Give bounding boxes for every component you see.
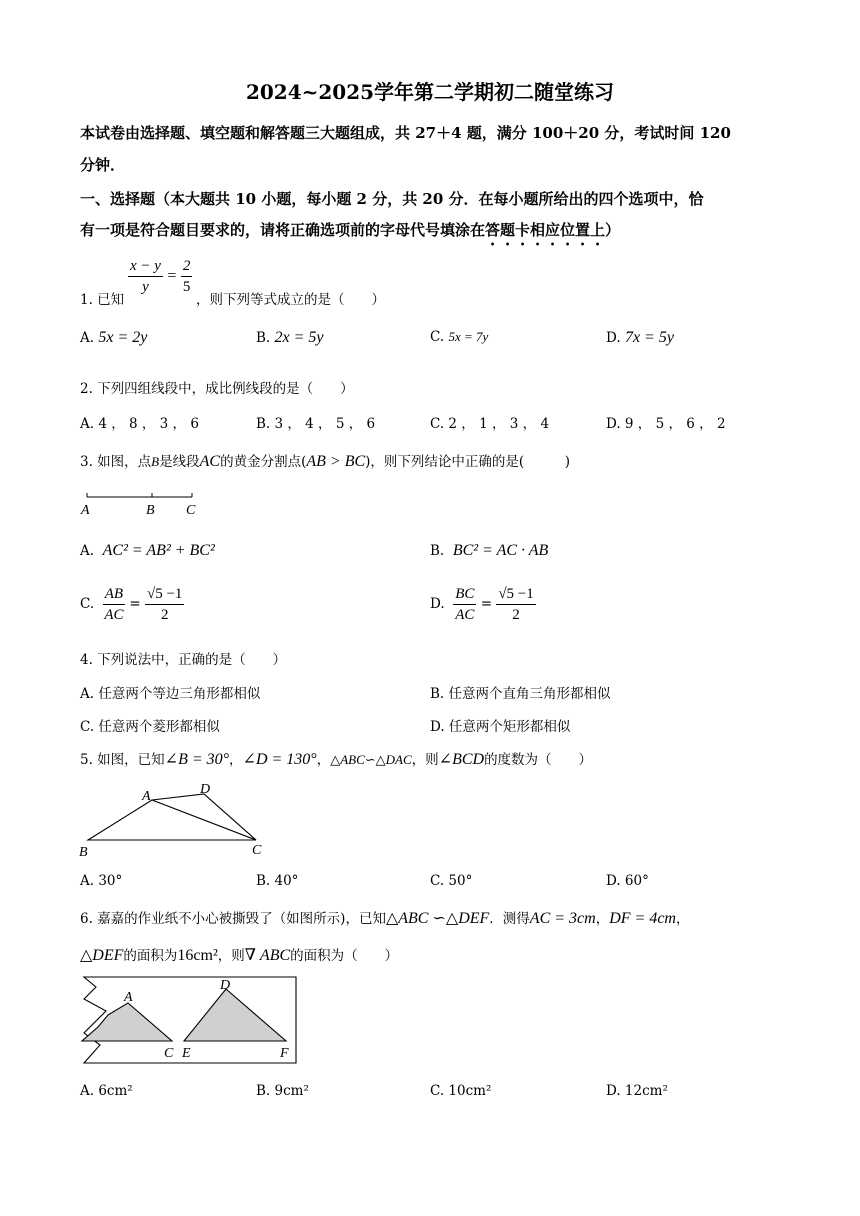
- similarity: △ABC ∽△DEF: [385, 910, 490, 927]
- numerator: BC: [453, 584, 476, 605]
- q2-stem: 2. 下列四组线段中，成比例线段的是（ ）: [80, 381, 354, 397]
- point-a-label: A: [124, 990, 133, 1005]
- q6-option-c[interactable]: C. 10cm²: [430, 1083, 492, 1099]
- q4-option-b[interactable]: B. 任意两个直角三角形都相似: [430, 686, 611, 702]
- intro-line-2: 分钟．: [80, 156, 126, 174]
- option-value: 5x = 2y: [98, 329, 148, 346]
- stem-text: ，则: [411, 752, 439, 768]
- triangle-abc: ∇ ABC: [244, 947, 291, 964]
- q3-option-b[interactable]: [430, 542, 548, 560]
- q5-option-a[interactable]: A. 30°: [80, 873, 123, 889]
- stem-text: 6. 嘉嘉的作业纸不小心被撕毁了（如图所示)，已知: [80, 911, 386, 927]
- stem-text: 的面积为: [123, 948, 178, 964]
- stem-text: )，则下列结论中正确的是( ): [365, 454, 570, 470]
- q3-option-c[interactable]: [80, 584, 184, 625]
- point-d-label: D: [220, 978, 231, 993]
- option-label: C.: [430, 329, 445, 345]
- q1-prefix: 1. 已知: [80, 292, 125, 308]
- point-c-label: C: [186, 503, 196, 518]
- q5-option-c[interactable]: C. 50°: [430, 873, 473, 889]
- closing-paren: ）: [605, 221, 621, 239]
- stem-text: ，: [229, 752, 243, 768]
- q6-option-d[interactable]: D. 12cm²: [606, 1083, 668, 1099]
- length-df: DF = 4cm: [609, 910, 676, 927]
- option-value: AC² = AB² + BC²: [102, 542, 215, 559]
- q1-option-a[interactable]: [80, 329, 147, 347]
- section-1-instruction: 有一项是符合题目要求的，请将正确选项前的字母代号填涂在: [80, 221, 486, 239]
- option-label: B.: [256, 330, 271, 346]
- q1-option-d[interactable]: [606, 329, 674, 347]
- denominator: 2: [512, 607, 520, 623]
- q4-option-a[interactable]: A. 任意两个等边三角形都相似: [80, 686, 261, 702]
- section-1-heading-line-1: 一、选择题（本大题共 10 小题，每小题 2 分，共 20 分．在每小题所给出的四个选项中，恰: [80, 190, 704, 208]
- option-label: A.: [80, 330, 95, 346]
- q1-suffix: ，则下列等式成立的是（ ）: [196, 292, 385, 308]
- stem-text: ，: [316, 752, 331, 768]
- option-value: 5x = 7y: [448, 329, 489, 344]
- triangle-def: △DEF: [80, 947, 124, 964]
- denominator: AC: [455, 607, 475, 623]
- q6-stem-line-2: [80, 944, 398, 965]
- numerator: x − y: [128, 256, 163, 277]
- stem-text: ，: [675, 911, 690, 927]
- q6-stem-line-1: [80, 907, 689, 928]
- q2-option-d[interactable]: D. 9 ， 5 ， 6 ， 2: [606, 416, 726, 432]
- q5-triangle-figure: [76, 778, 276, 860]
- option-label: D.: [430, 596, 445, 612]
- point-e-label: E: [182, 1046, 191, 1061]
- q4-option-d[interactable]: D. 任意两个矩形都相似: [430, 719, 571, 735]
- point-f-label: F: [280, 1046, 289, 1061]
- equals-sign: =: [480, 596, 493, 612]
- point-c-label: C: [164, 1046, 174, 1061]
- q3-option-a[interactable]: [80, 542, 215, 560]
- option-label: A.: [80, 543, 95, 559]
- option-label: D.: [606, 330, 621, 346]
- section-1-heading-line-2: [80, 219, 620, 249]
- q6-option-a[interactable]: A. 6cm²: [80, 1083, 133, 1099]
- q2-option-c[interactable]: C. 2 ， 1 ， 3 ， 4: [430, 416, 550, 432]
- fraction: [453, 584, 476, 625]
- denominator: 5: [182, 279, 191, 295]
- point-d-label: D: [200, 782, 211, 797]
- fraction: [181, 256, 193, 297]
- stem-text: ，: [595, 911, 610, 927]
- point-b: B: [151, 454, 160, 469]
- emphasized-text: 答题卡相应位置上: [485, 221, 606, 239]
- q4-stem: 4. 下列说法中，正确的是（ ）: [80, 652, 287, 668]
- q3-option-d[interactable]: [430, 584, 536, 625]
- equals-sign: =: [167, 267, 177, 285]
- angle-b: ∠B = 30°: [164, 751, 230, 768]
- q3-stem: [80, 450, 570, 471]
- q2-option-a[interactable]: A. 4 ， 8 ， 3 ， 6: [80, 416, 199, 432]
- option-value: 7x = 5y: [624, 329, 674, 346]
- q4-option-c[interactable]: C. 任意两个菱形都相似: [80, 719, 220, 735]
- equals-sign: =: [129, 596, 141, 612]
- point-a-label: A: [81, 503, 90, 518]
- q5-stem: [80, 748, 592, 769]
- fraction: [128, 256, 163, 297]
- option-value: 2x = 5y: [274, 329, 324, 346]
- fraction: [496, 584, 535, 625]
- stem-text: ，则: [217, 948, 245, 964]
- option-value: BC² = AC · AB: [452, 542, 549, 559]
- intro-line-1: 本试卷由选择题、填空题和解答题三大题组成，共 27＋4 题，满分 100＋20 分，考试时间 120: [80, 124, 731, 142]
- stem-text: 的面积为（ ）: [290, 948, 399, 964]
- denominator: 2: [160, 607, 169, 623]
- numerator: √5 −1: [496, 584, 535, 605]
- numerator: √5 −1: [145, 584, 184, 605]
- denominator: AC: [104, 607, 124, 623]
- q1-option-b[interactable]: [256, 329, 324, 347]
- fraction: [145, 584, 184, 625]
- q5-option-b[interactable]: B. 40°: [256, 873, 299, 889]
- q1-option-c[interactable]: [430, 329, 488, 345]
- numerator: AB: [103, 584, 125, 605]
- point-c-label: C: [252, 843, 262, 858]
- condition: AB > BC: [306, 453, 366, 470]
- angle-d: ∠D = 130°: [242, 751, 317, 768]
- point-a-label: A: [142, 789, 151, 804]
- segment-ac: AC: [199, 453, 221, 470]
- option-label: B.: [430, 543, 445, 559]
- numerator: 2: [181, 256, 193, 277]
- stem-text: 的度数为（ ）: [484, 752, 593, 768]
- similarity: △ABC∽△DAC: [330, 752, 412, 767]
- point-b-label: B: [146, 503, 155, 518]
- q6-option-b[interactable]: B. 9cm²: [256, 1083, 309, 1099]
- page-title: 2024~2025学年第二学期初二随堂练习: [245, 80, 615, 104]
- stem-text: 3. 如图，点: [80, 454, 152, 470]
- q2-option-b[interactable]: B. 3 ， 4 ， 5 ， 6: [256, 416, 376, 432]
- angle-bcd: ∠BCD: [438, 751, 485, 768]
- q3-segment-figure: [78, 488, 208, 518]
- fraction: [103, 584, 125, 625]
- option-label: C.: [80, 596, 95, 612]
- stem-text: 5. 如图，已知: [80, 752, 165, 768]
- q6-torn-paper-figure: [76, 975, 300, 1067]
- point-b-label: B: [79, 845, 88, 860]
- q1-given-fraction: [128, 256, 192, 297]
- stem-text: ．测得: [489, 911, 530, 927]
- length-ac: AC = 3cm: [529, 910, 596, 927]
- q5-option-d[interactable]: D. 60°: [606, 873, 649, 889]
- denominator: y: [142, 279, 149, 295]
- area-value: 16cm²: [177, 947, 218, 964]
- stem-text: 的黄金分割点(: [220, 454, 307, 470]
- stem-text: 是线段: [159, 454, 200, 470]
